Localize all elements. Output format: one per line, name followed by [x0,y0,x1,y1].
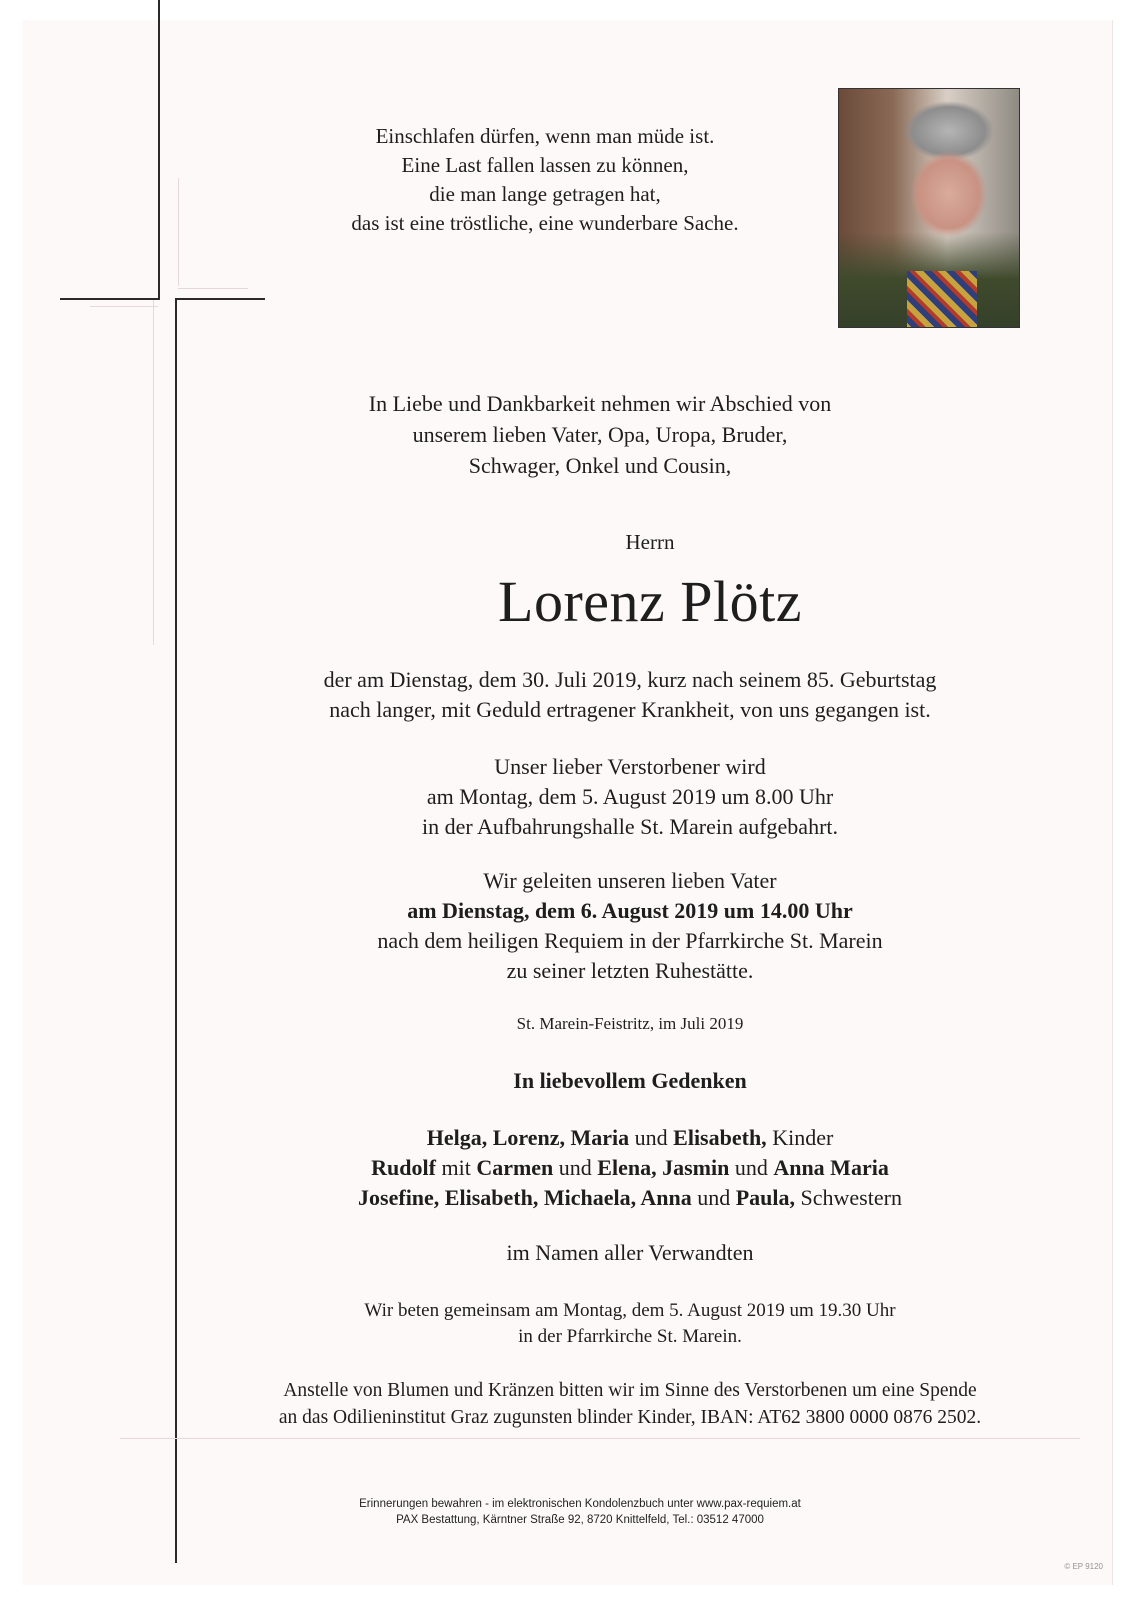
deceased-name: Lorenz Plötz [498,569,802,634]
relation-label: Kinder [766,1125,834,1150]
place-date: St. Marein-Feistritz, im Juli 2019 [516,1014,744,1033]
conjunction: und [729,1155,774,1180]
donation-request [220,1377,1040,1431]
sisters-names: Paula, [735,1185,796,1210]
salutation: Herrn [625,530,675,554]
death-notice-line: der am Dienstag, dem 30. Juli 2019, kurz nach seinem 85. Geburtstag [323,667,937,692]
print-code: © EP 9120 [1064,1562,1103,1571]
conjunction: und [691,1185,736,1210]
children-names: Elisabeth, [673,1125,767,1150]
family-name: Anna Maria [773,1155,889,1180]
farewell-intro [330,388,870,481]
family-name: Carmen [476,1155,554,1180]
family-name: Rudolf [371,1155,436,1180]
intro-line: Schwager, Onkel und Cousin, [468,453,732,478]
funeral-info [300,866,960,986]
poem [305,122,785,238]
conjunction: und [629,1125,674,1150]
family-list [240,1123,1020,1213]
children-names: Helga, Lorenz, Maria [426,1125,630,1150]
relation-label: Schwestern [795,1185,902,1210]
viewing-info [330,752,930,842]
intro-line: unserem lieben Vater, Opa, Uropa, Bruder, [412,422,788,447]
poem-line: die man lange getragen hat, [429,182,661,206]
donation-line: Anstelle von Blumen und Kränzen bitten wir im Sinne des Verstorbenen um eine Spende [283,1380,977,1401]
poem-line: Eine Last fallen lassen zu können, [401,153,689,177]
donation-line: an das Odilieninstitut Graz zugunsten blinder Kinder, IBAN: AT62 3800 0000 0876 2502. [278,1407,982,1428]
prayer-line: Wir beten gemeinsam am Montag, dem 5. August 2019 um 19.30 Uhr [364,1300,896,1321]
family-line-grandchildren [240,1153,1020,1183]
funeral-line: nach dem heiligen Requiem in der Pfarrkirche St. Marein [377,928,883,953]
footer [300,1496,860,1528]
footer-condolence: Erinnerungen bewahren - im elektronischen Kondolenzbuch unter www.pax-requiem.at [359,1498,801,1510]
family-name: Elena, Jasmin [597,1155,730,1180]
portrait-photo [838,88,1020,328]
sisters-names: Josefine, Elisabeth, Michaela, Anna [358,1185,692,1210]
memorial-heading: In liebevollem Gedenken [513,1068,747,1093]
footer-address: PAX Bestattung, Kärntner Straße 92, 8720 Knittelfeld, Tel.: 03512 47000 [396,1514,764,1526]
family-line-children [240,1123,1020,1153]
family-line-sisters [240,1183,1020,1213]
funeral-line: Wir geleiten unseren lieben Vater [483,868,777,893]
funeral-line: zu seiner letzten Ruhestätte. [506,958,754,983]
funeral-date: am Dienstag, dem 6. August 2019 um 14.00 Uhr [407,898,853,923]
viewing-line: am Montag, dem 5. August 2019 um 8.00 Uhr [426,784,834,809]
viewing-line: in der Aufbahrungshalle St. Marein aufgebahrt. [421,814,839,839]
poem-line: das ist eine tröstliche, eine wunderbare Sache. [351,211,739,235]
prayer-info [280,1298,980,1350]
poem-line: Einschlafen dürfen, wenn man müde ist. [375,124,715,148]
death-notice [250,665,1010,725]
viewing-line: Unser lieber Verstorbener wird [494,754,766,779]
death-notice-line: nach langer, mit Geduld ertragener Krankheit, von uns gegangen ist. [329,697,931,722]
relatives-line: im Namen aller Verwandten [506,1240,754,1265]
intro-line: In Liebe und Dankbarkeit nehmen wir Abschied von [368,391,832,416]
prayer-line: in der Pfarrkirche St. Marein. [518,1326,742,1347]
conjunction: mit [435,1155,477,1180]
photo-shirt [907,271,977,328]
conjunction: und [553,1155,598,1180]
